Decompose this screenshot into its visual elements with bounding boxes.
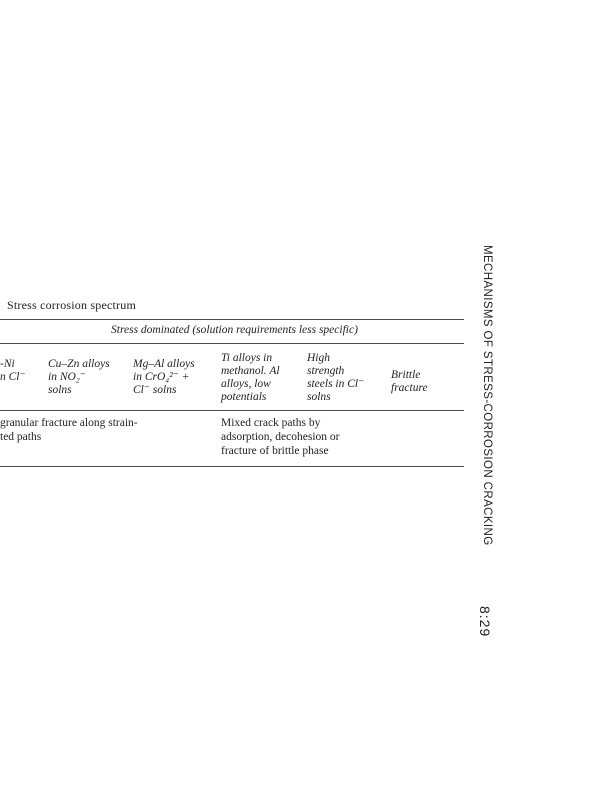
column-header-cu-zn-alloys (48, 358, 110, 397)
band-underline-rule (0, 343, 464, 344)
header-bottom-rule (0, 410, 464, 411)
table-caption: Stress corrosion spectrum (7, 298, 136, 312)
mechanism-line: granular fracture along strain- (0, 417, 138, 429)
column-header-line: solns (307, 391, 331, 403)
column-header-line: -Ni (0, 358, 15, 370)
stress-dominated-heading: Stress dominated (solution requirements less specific) (111, 324, 358, 336)
column-header-line: Ti alloys in (221, 352, 273, 364)
mechanism-line: adsorption, decohesion or (221, 431, 340, 443)
column-header-line: Brittle (391, 369, 421, 381)
column-header-line: strength (307, 365, 345, 377)
column-header-line: alloys, low (221, 378, 271, 390)
mechanism-line: Mixed crack paths by (221, 417, 321, 429)
column-header-line: Cl⁻ solns (133, 384, 177, 396)
table-top-rule (0, 319, 464, 320)
page-number: 8:29 (477, 606, 493, 638)
column-header-line: potentials (221, 391, 267, 403)
column-header-line: steels in Cl⁻ (307, 378, 365, 390)
column-header-ni-alloys (0, 358, 26, 384)
mechanism-intergranular (0, 416, 138, 444)
column-header-mg-al-alloys (133, 358, 195, 397)
mechanism-line: fracture of brittle phase (221, 445, 329, 457)
column-header-line: solns (48, 384, 72, 396)
column-header-line: fracture (391, 382, 428, 394)
column-header-line: in CrO₄²⁻ + (133, 371, 190, 383)
table-bottom-rule (0, 466, 464, 467)
column-header-line: n Cl⁻ (0, 371, 26, 383)
mechanism-mixed-crack-paths (221, 416, 340, 458)
column-header-line: Mg–Al alloys (133, 358, 195, 370)
column-header-ti-alloys (221, 352, 280, 404)
column-header-line: methanol. Al (221, 365, 280, 377)
column-header-line: Cu–Zn alloys (48, 358, 110, 370)
column-header-high-strength-steels (307, 352, 364, 404)
column-header-line: in NO₂⁻ (48, 371, 86, 383)
mechanism-line: ted paths (0, 431, 42, 443)
column-header-line: High (307, 352, 330, 364)
running-head: MECHANISMS OF STRESS-CORROSION CRACKING (481, 245, 493, 546)
column-header-brittle-fracture (391, 369, 428, 395)
